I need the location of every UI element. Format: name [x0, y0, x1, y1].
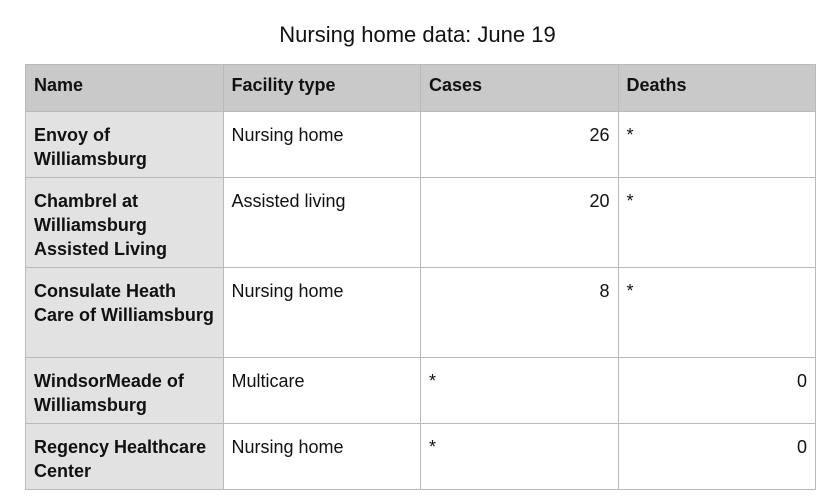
deaths-cell: 0	[618, 424, 816, 490]
facility-name-cell: WindsorMeade of Williamsburg	[26, 358, 224, 424]
table-row	[26, 268, 816, 358]
facility-type-cell: Assisted living	[223, 178, 421, 268]
table-row	[26, 178, 816, 268]
facility-type-cell: Nursing home	[223, 112, 421, 178]
table-row	[26, 424, 816, 490]
cases-cell: 8	[421, 268, 619, 358]
deaths-cell: 0	[618, 358, 816, 424]
table-header-row	[26, 65, 816, 112]
header-facility-type: Facility type	[223, 65, 421, 112]
cases-cell: 20	[421, 178, 619, 268]
facility-type-cell: Multicare	[223, 358, 421, 424]
facility-name-cell: Regency Healthcare Center	[26, 424, 224, 490]
deaths-cell: *	[618, 178, 816, 268]
table-row	[26, 358, 816, 424]
table-row	[26, 112, 816, 178]
facility-name-cell: Chambrel at Williamsburg Assisted Living	[26, 178, 224, 268]
cases-cell: 26	[421, 112, 619, 178]
deaths-cell: *	[618, 268, 816, 358]
header-name: Name	[26, 65, 224, 112]
cases-cell: *	[421, 424, 619, 490]
page-title: Nursing home data: June 19	[279, 22, 556, 47]
header-cases: Cases	[421, 65, 619, 112]
nursing-home-table	[25, 64, 816, 490]
facility-type-cell: Nursing home	[223, 268, 421, 358]
header-deaths: Deaths	[618, 65, 816, 112]
facility-name-cell: Consulate Heath Care of Williamsburg	[26, 268, 224, 358]
facility-type-cell: Nursing home	[223, 424, 421, 490]
cases-cell: *	[421, 358, 619, 424]
facility-name-cell: Envoy of Williamsburg	[26, 112, 224, 178]
deaths-cell: *	[618, 112, 816, 178]
